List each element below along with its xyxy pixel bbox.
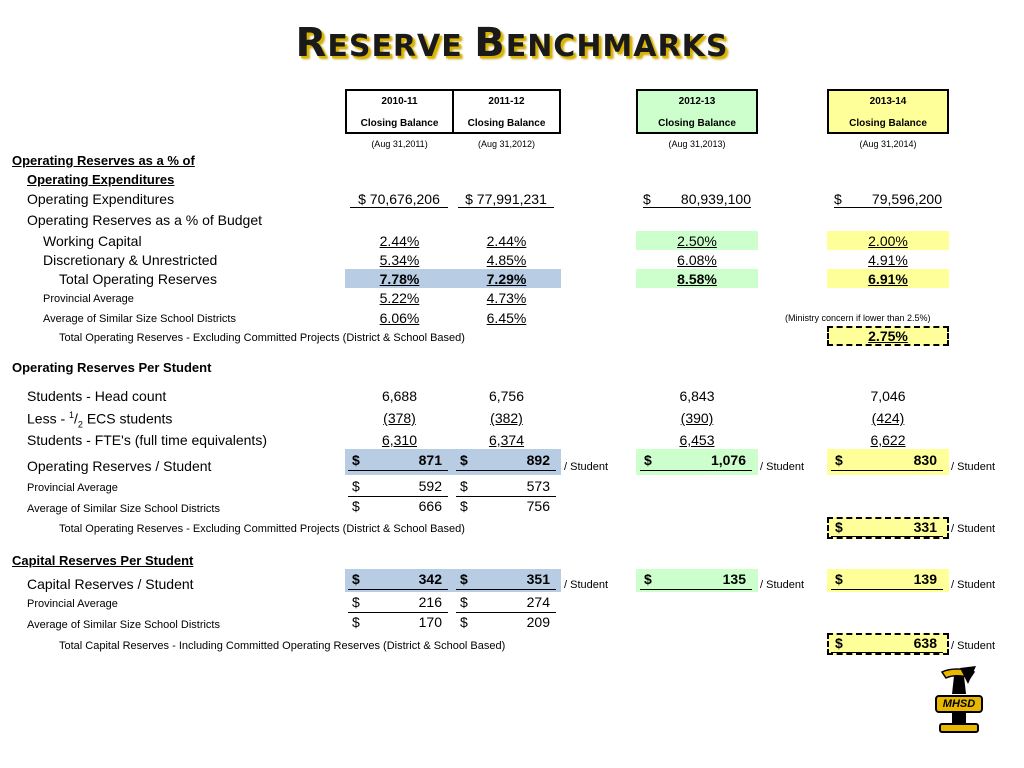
row-label-discretionary: Discretionary & Unrestricted (43, 252, 218, 268)
per-student-label: / Student (760, 579, 805, 591)
ors-2013-14: $ 830 (831, 452, 943, 471)
less-2010-11: (378) (383, 410, 416, 426)
prov-ors-2011-12: $ 573 (456, 478, 556, 497)
row-label-operating-expenditures: Operating Expenditures (27, 191, 175, 207)
prov-crs-2011-12: $ 274 (456, 594, 556, 613)
prov-2011-12: 4.73% (486, 290, 527, 306)
incl-crs-2013-14: $ 638 (831, 635, 943, 653)
crs-2012-13: $ 135 (640, 571, 752, 590)
per-student-label: / Student (951, 640, 996, 652)
tor-2010-11: 7.78% (379, 271, 420, 287)
sim-ors-2011-12: $ 756 (460, 498, 550, 514)
column-date: (Aug 31,2012) (477, 139, 536, 149)
page-title: RESERVE BENCHMARKS (295, 20, 729, 66)
column-date: (Aug 31,2013) (668, 139, 726, 149)
per-student-label: / Student (564, 579, 609, 591)
excl-ors-2013-14: $ 331 (831, 519, 943, 537)
ors-2012-13: $ 1,076 (640, 452, 752, 471)
opex-2010-11: $ 70,676,206 (350, 191, 448, 208)
logo (930, 666, 988, 738)
row-label-similar-districts: Average of Similar Size School Districts (27, 503, 220, 515)
row-label-head-count: Students - Head count (27, 388, 167, 404)
row-label-ops-reserves-per-student: Operating Reserves / Student (27, 458, 212, 474)
column-header-2010-11: 2010-11 Closing Balance (345, 89, 454, 134)
section-subheading-operating-expenditures: Operating Expenditures (27, 172, 175, 187)
dollar-sign: $ (643, 191, 651, 207)
ministry-note: (Ministry concern if lower than 2.5%) (785, 313, 931, 323)
crs-2013-14: $ 139 (831, 571, 943, 590)
row-label-budget: Operating Reserves as a % of Budget (27, 212, 263, 228)
wc-2010-11: 2.44% (379, 233, 420, 249)
less-2011-12: (382) (490, 410, 523, 426)
sim-ors-2010-11: $ 666 (352, 498, 442, 514)
prov-crs-2010-11: $ 216 (348, 594, 448, 613)
opex-2011-12: $ 77,991,231 (458, 191, 554, 208)
head-2010-11: 6,688 (381, 388, 418, 404)
du-2011-12: 4.85% (486, 252, 527, 268)
fte-2010-11: 6,310 (381, 432, 418, 448)
excl-2013-14: 2.75% (868, 328, 908, 344)
row-label-provincial-average: Provincial Average (43, 293, 134, 305)
row-label-excluding-committed: Total Operating Reserves - Excluding Committed Projects (District & School Based) (59, 332, 465, 344)
sim-crs-2010-11: $ 170 (352, 614, 442, 630)
fte-2012-13: 6,453 (679, 432, 715, 448)
column-header-2011-12: 2011-12 Closing Balance (452, 89, 561, 134)
tor-2013-14: 6.91% (868, 271, 908, 287)
column-header-2013-14: 2013-14 Closing Balance (827, 89, 949, 134)
row-label-similar-districts: Average of Similar Size School Districts (27, 619, 220, 631)
section-heading-capital-per-student: Capital Reserves Per Student (12, 553, 194, 568)
section-heading-operating-reserves-pct: Operating Reserves as a % of (12, 153, 195, 168)
tor-2012-13: 8.58% (677, 271, 717, 287)
per-student-label: / Student (760, 461, 805, 473)
row-label-fte: Students - FTE's (full time equivalents) (27, 432, 267, 448)
sim-2010-11: 6.06% (379, 310, 420, 326)
wc-2011-12: 2.44% (486, 233, 527, 249)
sim-2011-12: 6.45% (486, 310, 527, 326)
per-student-label: / Student (564, 461, 609, 473)
ors-2010-11: $ 871 (348, 452, 448, 471)
du-2010-11: 5.34% (379, 252, 420, 268)
column-date: (Aug 31,2011) (371, 139, 428, 149)
fte-2013-14: 6,622 (870, 432, 906, 448)
per-student-label: / Student (951, 523, 996, 535)
opex-2013-14: 79,596,200 (834, 191, 942, 208)
dollar-sign: $ (834, 191, 842, 207)
row-label-capital-reserves-per-student: Capital Reserves / Student (27, 576, 194, 592)
fte-2011-12: 6,374 (488, 432, 525, 448)
wc-2013-14: 2.00% (868, 233, 908, 249)
less-2013-14: (424) (871, 410, 905, 426)
row-label-provincial-average: Provincial Average (27, 598, 118, 610)
row-label-excluding-committed: Total Operating Reserves - Excluding Committed Projects (District & School Based) (59, 523, 465, 535)
prov-ors-2010-11: $ 592 (348, 478, 448, 497)
less-2012-13: (390) (680, 410, 714, 426)
du-2012-13: 6.08% (677, 252, 717, 268)
tor-2011-12: 7.29% (486, 271, 527, 287)
head-2012-13: 6,843 (679, 388, 715, 404)
sim-crs-2011-12: $ 209 (460, 614, 550, 630)
wc-2012-13: 2.50% (677, 233, 717, 249)
crs-2010-11: $ 342 (348, 571, 448, 590)
prov-2010-11: 5.22% (379, 290, 420, 306)
crs-2011-12: $ 351 (456, 571, 556, 590)
logo-text: MHSD (942, 698, 976, 710)
row-label-working-capital: Working Capital (43, 233, 142, 249)
row-label-ecs: Less - $^1/_2$ ECS students (27, 410, 173, 430)
column-header-2012-13: 2012-13 Closing Balance (636, 89, 758, 134)
opex-2012-13: 80,939,100 (643, 191, 751, 208)
section-heading-operating-per-student: Operating Reserves Per Student (12, 360, 212, 375)
row-label-similar-districts: Average of Similar Size School Districts (43, 313, 236, 325)
du-2013-14: 4.91% (868, 252, 908, 268)
row-label-provincial-average: Provincial Average (27, 482, 118, 494)
ors-2011-12: $ 892 (456, 452, 556, 471)
column-date: (Aug 31,2014) (859, 139, 917, 149)
row-label-total-operating-reserves: Total Operating Reserves (59, 271, 217, 287)
head-2011-12: 6,756 (488, 388, 525, 404)
row-label-including-committed: Total Capital Reserves - Including Committed Operating Reserves (District & School Based) (59, 640, 506, 652)
per-student-label: / Student (951, 461, 996, 473)
head-2013-14: 7,046 (870, 388, 906, 404)
per-student-label: / Student (951, 579, 996, 591)
